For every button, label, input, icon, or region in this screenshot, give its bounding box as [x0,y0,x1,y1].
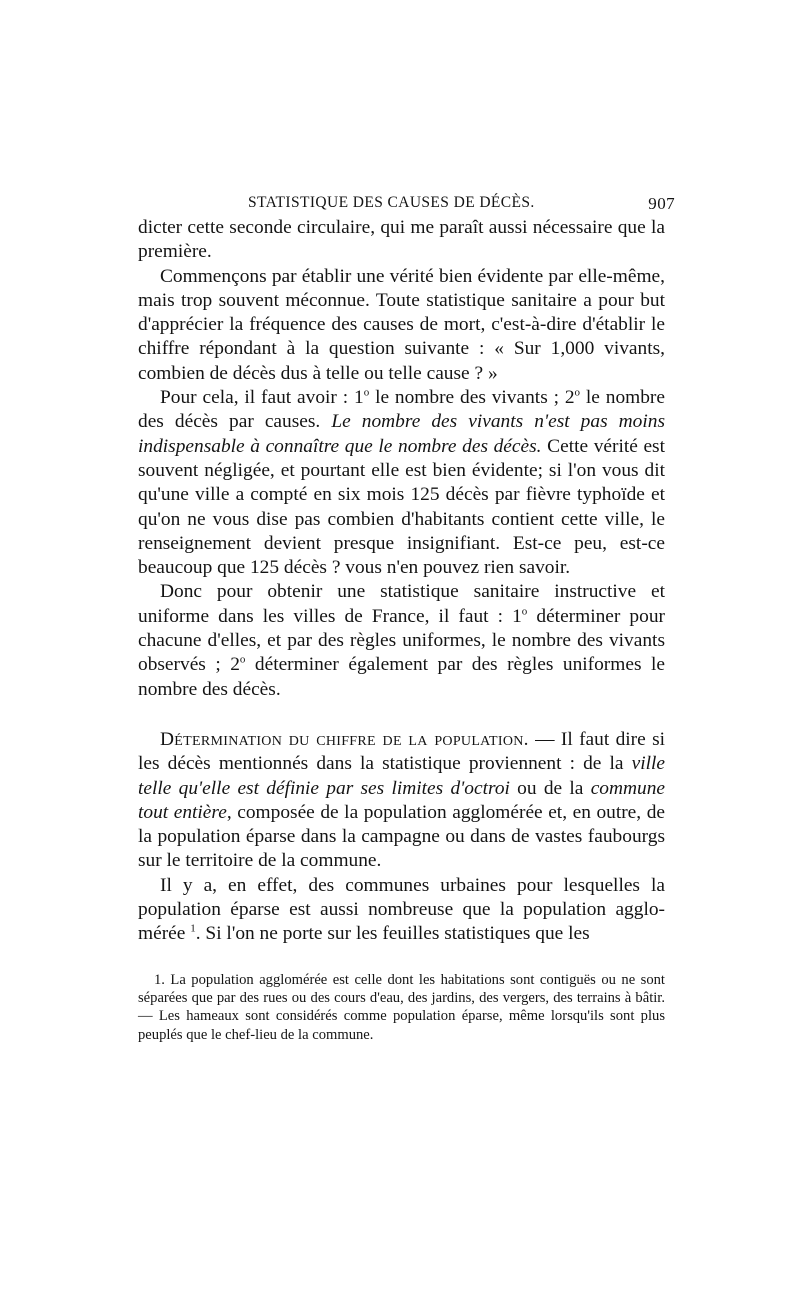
main-text [138,216,665,947]
paragraph-3-text-a: Pour cela, il faut avoir : 1 [160,387,364,409]
paragraph-5-text-a: — Il faut dire si les décès mentionnés dans la statistique proviennent : de la [138,728,665,775]
paragraph-6 [138,874,665,947]
ordinal-marker: o [239,653,246,666]
paragraph-6-text-a: Il y a, en effet, des communes urbaines pour lesquelles la population éparse est aussi nombreuse que la population agglomérée [138,874,665,945]
footnote: 1. La population agglomérée est celle dont les habitations sont contiguës ou ne sont séparées que par des rues ou des cours d'eau, des jardins, des vergers, des terrains à bâtir. — Les hameaux sont considérés comme population éparse, même lorsqu'ils sont plus peuplés que le chef-lieu de la commune. [138,971,665,1043]
running-header [138,186,675,216]
paragraph-5-text-c: , composée de la population agglomérée et, en outre, de la population éparse dans la campagne ou dans de vastes faubourgs sur le territoire de la commune. [138,801,665,872]
section-heading: Détermination du chiffre de la population. [160,728,529,750]
ordinal-marker: o [521,605,528,618]
footnote-reference: 1 [190,922,196,935]
paragraph-3-emphasis: Le nombre des vivants n'est pas moins indispensable à connaître que le nombre des décès. [138,411,665,457]
paragraph-4-text-c: déterminer également par des règles uniformes le nombre des décès. [138,654,665,700]
paragraph-3-text-c: le nombre des décès par causes. [138,387,665,433]
ordinal-marker: o [574,386,581,399]
paragraph-6-text-b: . Si l'on ne porte sur les feuilles statistiques que les [195,923,590,945]
paragraph-1: dicter cette seconde circulaire, qui me paraît aussi nécessaire que la première. [138,217,665,263]
paragraph-3-text-b: le nombre des vivants ; 2 [369,387,575,409]
paragraph-5-emphasis-1: ville telle qu'elle est définie par ses limites d'octroi [138,753,665,799]
paragraph-2: Commençons par établir une vérité bien évidente par elle-même, mais trop souvent méconnue. Toute statistique sanitaire a pour but d'apprécier la fréquence des causes de mort, c'est-à-dire d'établir le chiffre répondant à la question suivante : « Sur 1,000 vivants, combien de décès dus à telle ou telle cause ? » [138,265,665,384]
paragraph-4-text-b: déterminer pour chacune d'elles, et par des règles uniformes, le nombre des vivants observés ; 2 [138,605,665,676]
running-title: STATISTIQUE DES CAUSES DE DÉCÈS. [248,194,535,211]
paragraph-5-text-b: ou de la [509,777,591,799]
page-number: 907 [648,194,675,213]
ordinal-marker: o [363,386,370,399]
paragraph-4-text-a: Donc pour obtenir une statistique sanitaire instructive et uniforme dans les villes de France, il faut : 1 [138,581,665,627]
paragraph-4 [138,580,665,701]
book-page [138,186,675,1059]
paragraph-5-emphasis-2: commune tout entière [138,777,666,823]
paragraph-5 [138,728,665,874]
paragraph-3-text-d: Cette vérité est souvent négligée, et pourtant elle est bien évidente; si l'on vous dit qu'une ville a compté en six mois 125 décès par fièvre typhoïde et qu'on ne vous dise pas combien d'habitants contient cette ville, le renseignement devient presque insignifiant. Est-ce peu, est-ce beaucoup que 125 décès ? vous n'en pouvez rien savoir. [138,435,665,579]
paragraph-3 [138,386,665,580]
